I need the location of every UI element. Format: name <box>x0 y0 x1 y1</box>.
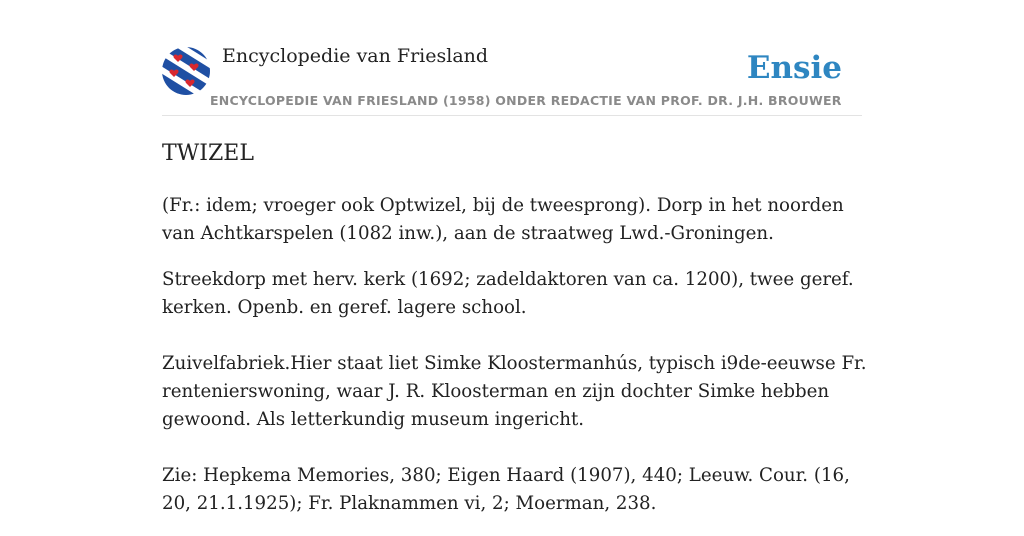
encyclopedia-subtitle: ENCYCLOPEDIE VAN FRIESLAND (1958) ONDER REDACTIE VAN PROF. DR. J.H. BROUWER <box>210 93 842 108</box>
article-title: TWIZEL <box>162 141 254 166</box>
article-paragraph-intro: (Fr.: idem; vroeger ook Optwizel, bij de tweesprong). Dorp in het noorden van Achtkarspelen (1082 inw.), aan de straatweg Lwd.-Groningen. <box>162 195 844 244</box>
frisian-flag-logo-icon[interactable] <box>162 47 210 95</box>
article-body <box>162 192 872 536</box>
ensie-brand-logo[interactable]: Ensie <box>746 50 842 86</box>
site-title[interactable]: Encyclopedie van Friesland <box>222 45 489 67</box>
header-divider <box>162 115 862 116</box>
article-paragraph-description: Streekdorp met herv. kerk (1692; zadeldaktoren van ca. 1200), twee geref. kerken. Openb. en geref. lagere school. Zuivelfabriek.Hier staat liet Simke Kloostermanhús, typisch i9de-eeuwse Fr. rentenierswoning, waar J. R. Kloosterman en zijn dochter Simke hebben gewoond. Als letterkundig museum ingericht. Zie: Hepkema Memories, 380; Eigen Haard (1907), 440; Leeuw. Cour. (16, 20, 21.1.1925); Fr. Plaknammen vi, 2; Moerman, 238. <box>162 269 867 514</box>
